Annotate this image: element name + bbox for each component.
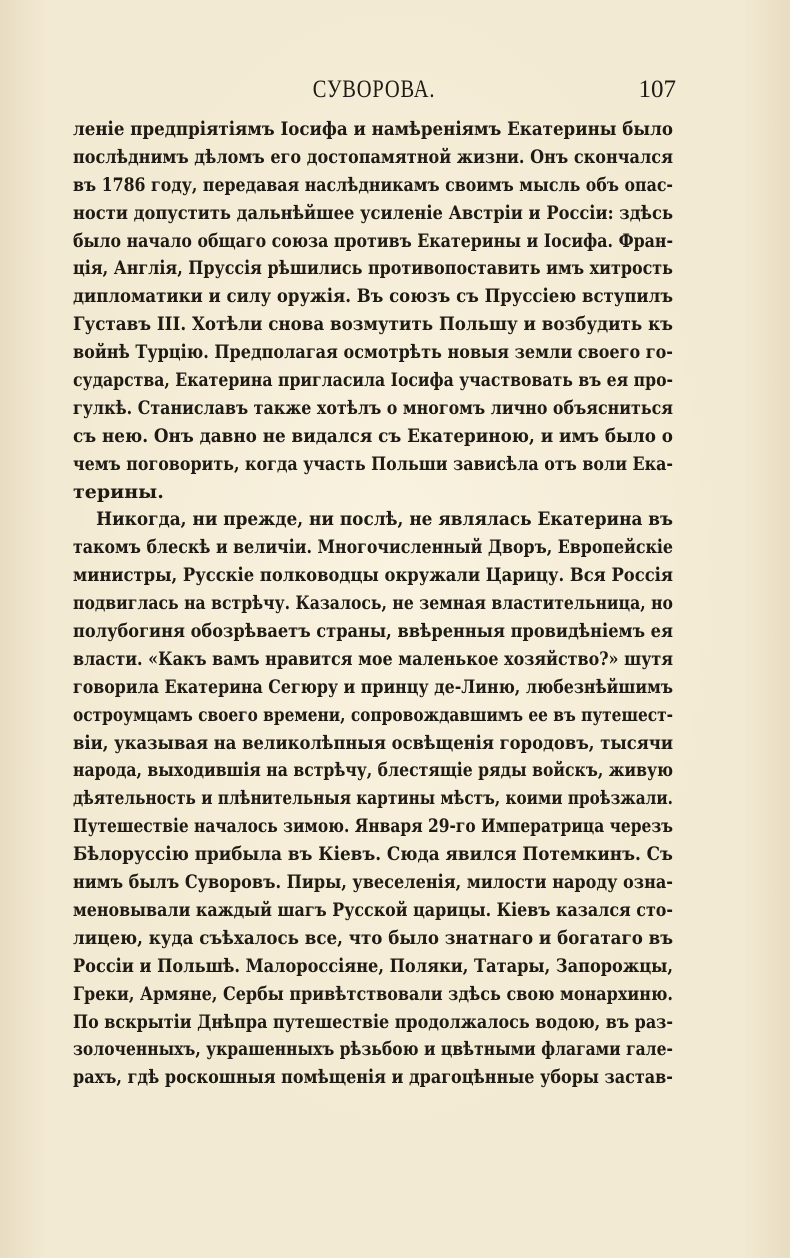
text-line: ція, Англія, Пруссія рѣшились противопоставить имъ хитрость — [73, 257, 674, 280]
text-line: чемъ поговорить, когда участь Польши зависѣла отъ воли Ека- — [73, 452, 674, 475]
text-line: народа, выходившія на встрѣчу, блестящіе ряды войскъ, живую — [73, 759, 674, 782]
text-line: лицею, куда съѣхалось все, что было знатнаго и богатаго въ — [73, 926, 674, 949]
text-line: дипломатики и силу оружія. Въ союзъ съ Пруссіею вступилъ — [73, 285, 674, 308]
paragraph-start-line: Никогда, ни прежде, ни послѣ, не являлась Екатерина въ — [96, 508, 673, 531]
text-line: Бѣлоруссію прибыла въ Кіевъ. Сюда явился Потемкинъ. Съ — [73, 843, 673, 866]
text-line: леніе предпріятіямъ Іосифа и намѣреніямъ Екатерины было — [73, 118, 674, 140]
text-line: сударства, Екатерина пригласила Іосифа участвовать въ ея про- — [73, 369, 674, 392]
text-line: говорила Екатерина Сегюру и принцу де-Линю, любезнѣйшимъ — [73, 675, 673, 698]
text-line: полубогиня обозрѣваетъ страны, ввѣренныя провидѣніемъ ея — [73, 620, 673, 643]
text-line: Путешествіе началось зимою. Января 29-го Императрица черезъ — [73, 815, 674, 838]
text-line: было начало общаго союза противъ Екатерины и Іосифа. Фран- — [73, 229, 674, 252]
text-line: власти. «Какъ вамъ нравится мое маленькое хозяйство?» шутя — [73, 647, 674, 670]
text-line: гулкѣ. Станиславъ также хотѣлъ о многомъ лично объясниться — [73, 396, 674, 419]
text-line: въ 1786 году, передавая наслѣдникамъ своимъ мысль объ опас- — [73, 173, 673, 196]
text-line: такомъ блескѣ и величіи. Многочисленный Дворъ, Европейскіе — [73, 536, 673, 559]
page-number: 107 — [638, 76, 676, 103]
text-line: рахъ, гдѣ роскошныя помѣщенія и драгоцѣнные уборы застав- — [73, 1066, 673, 1089]
text-line: съ нею. Онъ давно не видался съ Екатериною, и имъ было о — [73, 424, 674, 447]
paragraph-end-line: терины. — [73, 480, 164, 503]
text-line: золоченныхъ, украшенныхъ рѣзьбою и цвѣтными флагами гале- — [73, 1038, 673, 1061]
text-line: остроумцамъ своего времени, сопровождавшимъ ее въ путешест- — [73, 703, 674, 726]
page-header — [72, 72, 676, 108]
text-line: Россіи и Польшѣ. Малороссіяне, Поляки, Татары, Запорожцы, — [73, 954, 674, 977]
text-line: ности допустить дальнѣйшее усиленіе Австріи и Россіи: здѣсь — [73, 201, 674, 224]
text-line: нимъ былъ Суворовъ. Пиры, увеселенія, милости народу озна- — [73, 871, 673, 894]
text-line: По вскрытіи Днѣпра путешествіе продолжалось водою, въ раз- — [73, 1010, 673, 1033]
text-line: дѣятельность и плѣнительныя картины мѣстъ, коими проѣзжали. — [73, 787, 673, 810]
running-head: СУВОРОВА. — [312, 76, 436, 103]
text-line: министры, Русскіе полководцы окружали Царицу. Вся Россія — [73, 564, 673, 587]
text-line: меновывали каждый шагъ Русской царицы. Кіевъ казался сто- — [73, 898, 673, 921]
text-line: Греки, Армяне, Сербы привѣтствовали здѣсь свою монархиню. — [73, 982, 673, 1005]
text-line: войнѣ Турцію. Предполагая осмотрѣть новыя земли своего го- — [73, 341, 673, 364]
text-line: віи, указывая на великолѣпныя освѣщенія городовъ, тысячи — [73, 731, 673, 754]
text-line: Густавъ III. Хотѣли снова возмутить Польшу и возбудить къ — [73, 313, 673, 336]
text-line: подвиглась на встрѣчу. Казалось, не земная властительница, но — [73, 592, 673, 615]
text-line: послѣднимъ дѣломъ его достопамятной жизни. Онъ скончался — [73, 145, 673, 168]
body-text — [73, 116, 673, 1092]
